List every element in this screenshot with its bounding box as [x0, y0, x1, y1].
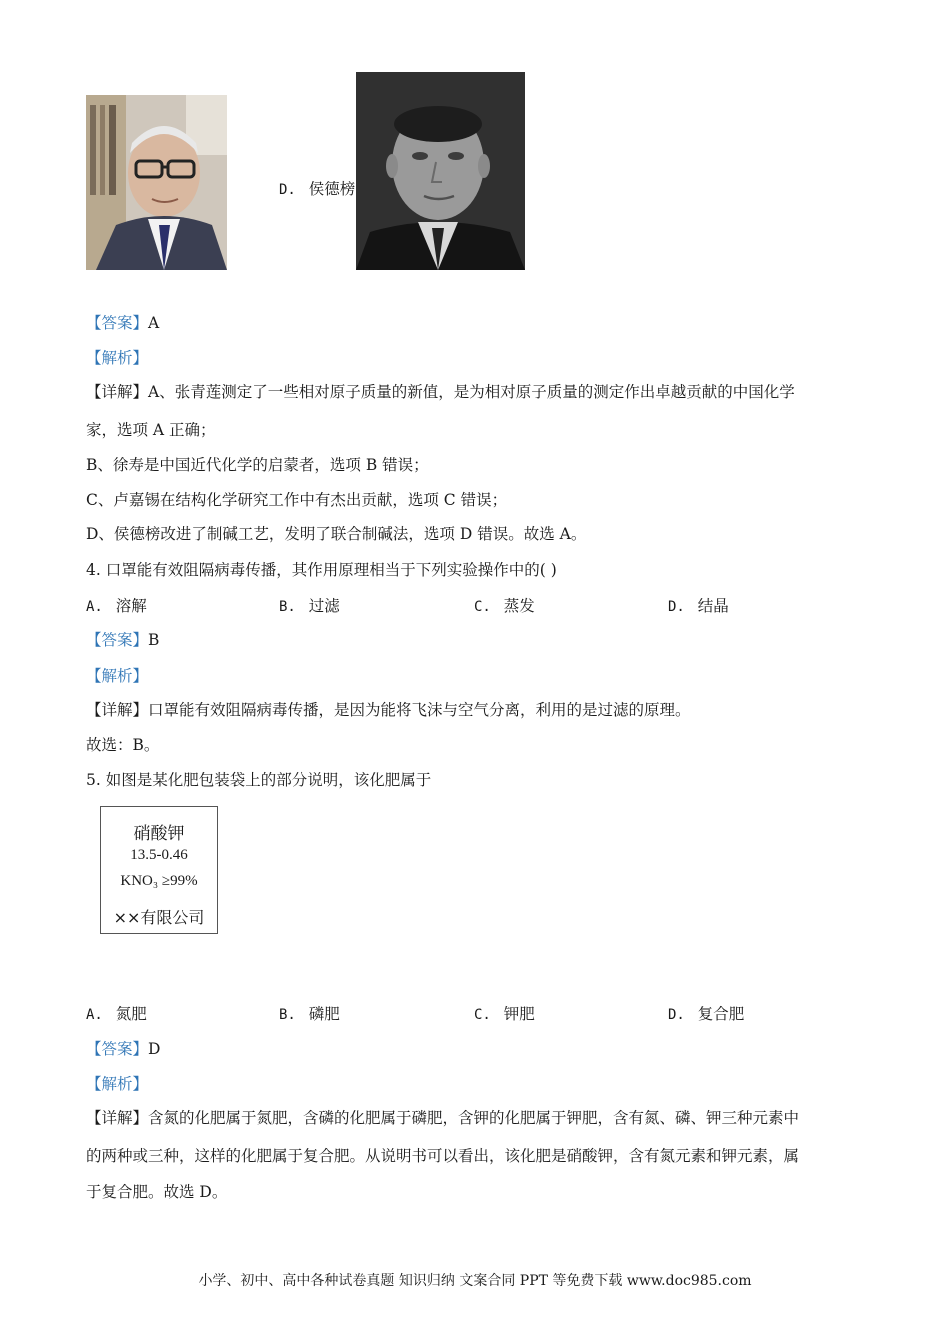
q5-detail-line3: 于复合肥。故选 D。 — [86, 1183, 228, 1201]
option-letter: A. — [86, 599, 103, 615]
q4-detail — [86, 698, 691, 720]
q4-option-c — [474, 594, 535, 616]
q3-line-c: C、卢嘉锡在结构化学研究工作中有杰出贡献，选项 C 错误； — [86, 491, 508, 509]
fertilizer-label — [100, 806, 218, 934]
portrait-photo-right — [356, 72, 525, 270]
answer-value: D — [148, 1040, 161, 1058]
q5-stem: 5. 如图是某化肥包装袋上的部分说明，该化肥属于 — [86, 771, 432, 789]
label-company: ××有限公司 — [113, 908, 205, 927]
option-text: 磷肥 — [308, 1005, 340, 1023]
page-footer: 小学、初中、高中各种试卷真题 知识归纳 文案合同 PPT 等免费下载 www.doc985.com — [198, 1273, 752, 1289]
option-letter: D. — [668, 1007, 685, 1023]
detail-text: A、张青莲测定了一些相对原子质量的新值，是为相对原子质量的测定作出卓越贡献的中国化学 — [148, 383, 795, 401]
option-letter: D. — [279, 182, 296, 198]
option-text: 氮肥 — [115, 1005, 147, 1023]
answer-tag: 【答案】 — [86, 1040, 149, 1058]
q3-detail-line2: 家，选项 A 正确； — [86, 421, 216, 439]
answer-value: B — [148, 631, 160, 649]
portrait-photo-left — [86, 95, 227, 270]
q5-option-a — [86, 1002, 147, 1024]
q3-line-b: B、徐寿是中国近代化学的启蒙者，选项 B 错误； — [86, 456, 429, 474]
option-letter: A. — [86, 1007, 103, 1023]
q5-option-b — [279, 1002, 340, 1024]
option-letter: D. — [668, 599, 685, 615]
option-letter: C. — [474, 599, 491, 615]
q4-option-a — [86, 594, 147, 616]
answer-value: A — [148, 314, 160, 332]
detail-tag: 【详解】 — [86, 701, 149, 719]
option-text: 溶解 — [115, 597, 147, 615]
q4-stem: 4. 口罩能有效阻隔病毒传播，其作用原理相当于下列实验操作中的( ) — [86, 561, 557, 579]
q5-option-c — [474, 1002, 535, 1024]
label-name: 硝酸钾 — [133, 824, 185, 844]
q4-choose: 故选：B。 — [86, 736, 160, 754]
detail-text: 含氮的化肥属于氮肥，含磷的化肥属于磷肥，含钾的化肥属于钾肥，含有氮、磷、钾三种元素中 — [148, 1109, 800, 1127]
detail-tag: 【详解】 — [86, 1109, 149, 1127]
label-formula: KNO₃ ≥99% — [120, 873, 198, 889]
q3-detail-line1 — [86, 380, 795, 402]
answer-tag: 【答案】 — [86, 631, 149, 649]
option-text: 侯德榜 — [308, 180, 356, 198]
label-code: 13.5-0.46 — [130, 847, 188, 863]
q3-line-d: D、侯德榜改进了制碱工艺，发明了联合制碱法，选项 D 错误。故选 A。 — [86, 525, 587, 543]
option-letter: B. — [279, 1007, 296, 1023]
q4-option-b — [279, 594, 340, 616]
q5-detail-line1 — [86, 1106, 799, 1128]
q5-detail-line2: 的两种或三种，这样的化肥属于复合肥。从说明书可以看出，该化肥是硝酸钾，含有氮元素和钾元素，属 — [86, 1147, 800, 1165]
option-text: 钾肥 — [503, 1005, 535, 1023]
option-letter: C. — [474, 1007, 491, 1023]
q4-analysis-tag: 【解析】 — [86, 667, 149, 685]
q3-answer — [86, 311, 159, 333]
detail-text: 口罩能有效阻隔病毒传播，是因为能将飞沫与空气分离，利用的是过滤的原理。 — [148, 701, 691, 719]
option-letter: B. — [279, 599, 296, 615]
q4-option-d — [668, 594, 729, 616]
option-text: 蒸发 — [503, 597, 535, 615]
q5-option-d — [668, 1002, 744, 1024]
answer-tag: 【答案】 — [86, 314, 149, 332]
option-text: 复合肥 — [697, 1005, 745, 1023]
q3-analysis-tag: 【解析】 — [86, 349, 149, 367]
q5-answer — [86, 1037, 160, 1059]
q4-answer — [86, 628, 159, 650]
option-text: 过滤 — [308, 597, 340, 615]
detail-tag: 【详解】 — [86, 383, 149, 401]
q5-analysis-tag: 【解析】 — [86, 1075, 149, 1093]
q3-option-d — [279, 177, 355, 199]
option-text: 结晶 — [697, 597, 729, 615]
